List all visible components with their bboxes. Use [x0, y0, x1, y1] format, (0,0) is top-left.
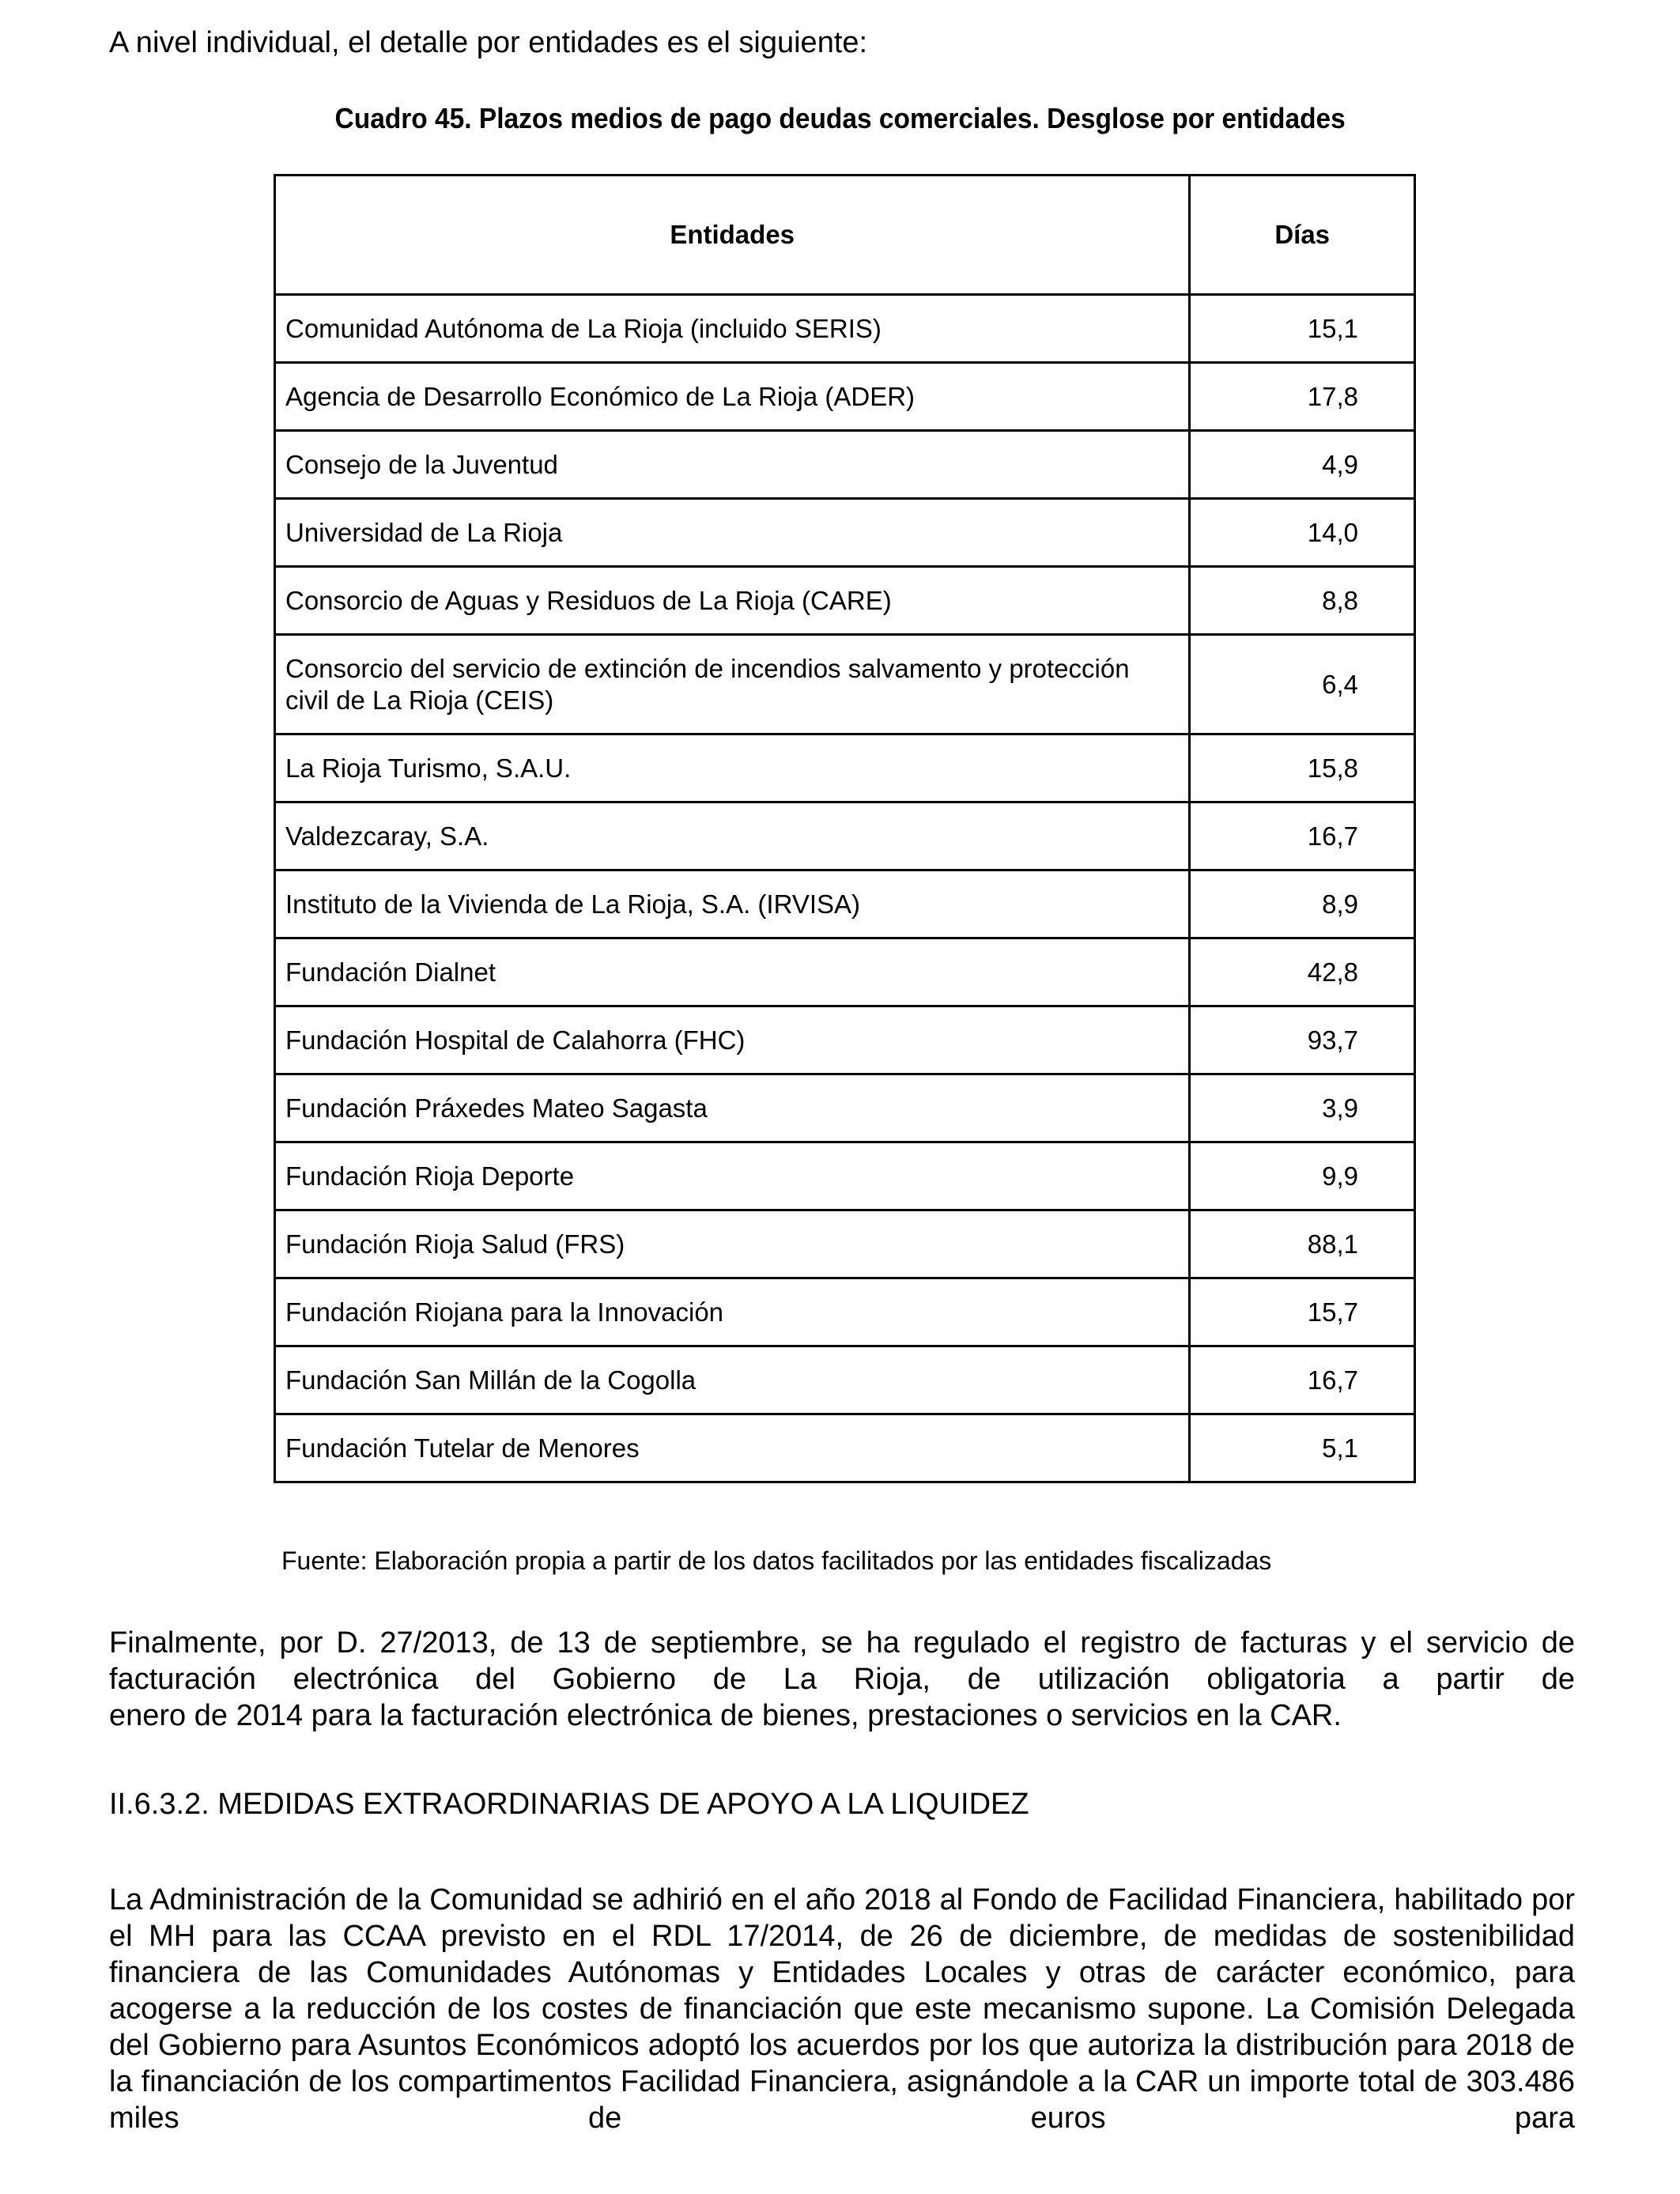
paragraph-facturacion-last-line: enero de 2014 para la facturación electrónica de bienes, prestaciones o servicios en la CAR. [109, 1699, 1342, 1732]
table-row [275, 938, 1415, 1006]
table-header-row [275, 176, 1415, 295]
table-row [275, 1210, 1415, 1278]
table-row [275, 734, 1415, 802]
header-dias: Días [1190, 176, 1415, 295]
entity-cell: Fundación San Millán de la Cogolla [275, 1346, 1190, 1414]
entity-cell: Valdezcaray, S.A. [275, 802, 1190, 870]
days-cell: 9,9 [1190, 1142, 1415, 1210]
days-cell: 93,7 [1190, 1006, 1415, 1074]
table-row [275, 1074, 1415, 1142]
entity-cell: Consejo de la Juventud [275, 431, 1190, 499]
table-row [275, 635, 1415, 734]
entity-cell: Instituto de la Vivienda de La Rioja, S.A. (IRVISA) [275, 870, 1190, 938]
entity-cell: La Rioja Turismo, S.A.U. [275, 734, 1190, 802]
days-cell: 14,0 [1190, 499, 1415, 567]
entity-cell: Consorcio del servicio de extinción de incendios salvamento y protección civil de La Rioja (CEIS) [275, 635, 1190, 734]
entity-cell: Fundación Rioja Deporte [275, 1142, 1190, 1210]
days-cell: 6,4 [1190, 635, 1415, 734]
days-cell: 16,7 [1190, 802, 1415, 870]
entity-cell: Fundación Riojana para la Innovación [275, 1278, 1190, 1346]
paragraph-facturacion-body: Finalmente, por D. 27/2013, de 13 de septiembre, se ha regulado el registro de facturas y el servicio de facturación electrónica del Gobierno de La Rioja, de utilización obligatoria a partir de [109, 1626, 1575, 1696]
entity-cell: Fundación Dialnet [275, 938, 1190, 1006]
table-row [275, 802, 1415, 870]
table-caption: Cuadro 45. Plazos medios de pago deudas comerciales. Desglose por entidades [334, 102, 1346, 134]
table-row [275, 1142, 1415, 1210]
table-row [275, 1414, 1415, 1482]
days-cell: 15,8 [1190, 734, 1415, 802]
entity-cell: Consorcio de Aguas y Residuos de La Rioja (CARE) [275, 567, 1190, 635]
table-row [275, 1278, 1415, 1346]
entity-cell: Fundación Rioja Salud (FRS) [275, 1210, 1190, 1278]
entity-cell: Fundación Práxedes Mateo Sagasta [275, 1074, 1190, 1142]
days-cell: 3,9 [1190, 1074, 1415, 1142]
days-cell: 17,8 [1190, 363, 1415, 431]
days-cell: 88,1 [1190, 1210, 1415, 1278]
days-cell: 16,7 [1190, 1346, 1415, 1414]
table-row [275, 870, 1415, 938]
table-row [275, 499, 1415, 567]
days-cell: 15,1 [1190, 295, 1415, 363]
paragraph-facturacion [109, 1625, 1575, 1734]
intro-text: A nivel individual, el detalle por entidades es el siguiente: [109, 26, 868, 59]
entity-cell: Fundación Hospital de Calahorra (FHC) [275, 1006, 1190, 1074]
table-row [275, 1006, 1415, 1074]
days-cell: 8,8 [1190, 567, 1415, 635]
days-cell: 42,8 [1190, 938, 1415, 1006]
days-cell: 4,9 [1190, 431, 1415, 499]
table-row [275, 363, 1415, 431]
table-body [275, 295, 1415, 1482]
entity-cell: Fundación Tutelar de Menores [275, 1414, 1190, 1482]
entity-cell: Comunidad Autónoma de La Rioja (incluido SERIS) [275, 295, 1190, 363]
paragraph-liquidez: La Administración de la Comunidad se adhirió en el año 2018 al Fondo de Facilidad Financiera, habilitado por el MH para las CCAA previsto en el RDL 17/2014, de 26 de diciembre, de medidas de sostenibilidad financiera de las Comunidades Autónomas y Entidades Locales y otras de carácter económico, para acogerse a la reducción de los costes de financiación que este mecanismo supone. La Comisión Delegada del Gobierno para Asuntos Económicos adoptó los acuerdos por los que autoriza la distribución para 2018 de la financiación de los compartimentos Facilidad Financiera, asignándole a la CAR un importe total de 303.486 miles de euros para [109, 1883, 1575, 2135]
table-row [275, 295, 1415, 363]
table-row [275, 1346, 1415, 1414]
entity-cell: Agencia de Desarrollo Económico de La Rioja (ADER) [275, 363, 1190, 431]
days-cell: 15,7 [1190, 1278, 1415, 1346]
header-entidades: Entidades [275, 176, 1190, 295]
table-source-note: Fuente: Elaboración propia a partir de los datos facilitados por las entidades fiscalizadas [281, 1546, 1272, 1575]
entity-cell: Universidad de La Rioja [275, 499, 1190, 567]
days-cell: 5,1 [1190, 1414, 1415, 1482]
table-row [275, 567, 1415, 635]
section-heading: II.6.3.2. MEDIDAS EXTRAORDINARIAS DE APOYO A LA LIQUIDEZ [109, 1788, 1029, 1821]
days-cell: 8,9 [1190, 870, 1415, 938]
payment-days-table [274, 174, 1416, 1483]
table-row [275, 431, 1415, 499]
